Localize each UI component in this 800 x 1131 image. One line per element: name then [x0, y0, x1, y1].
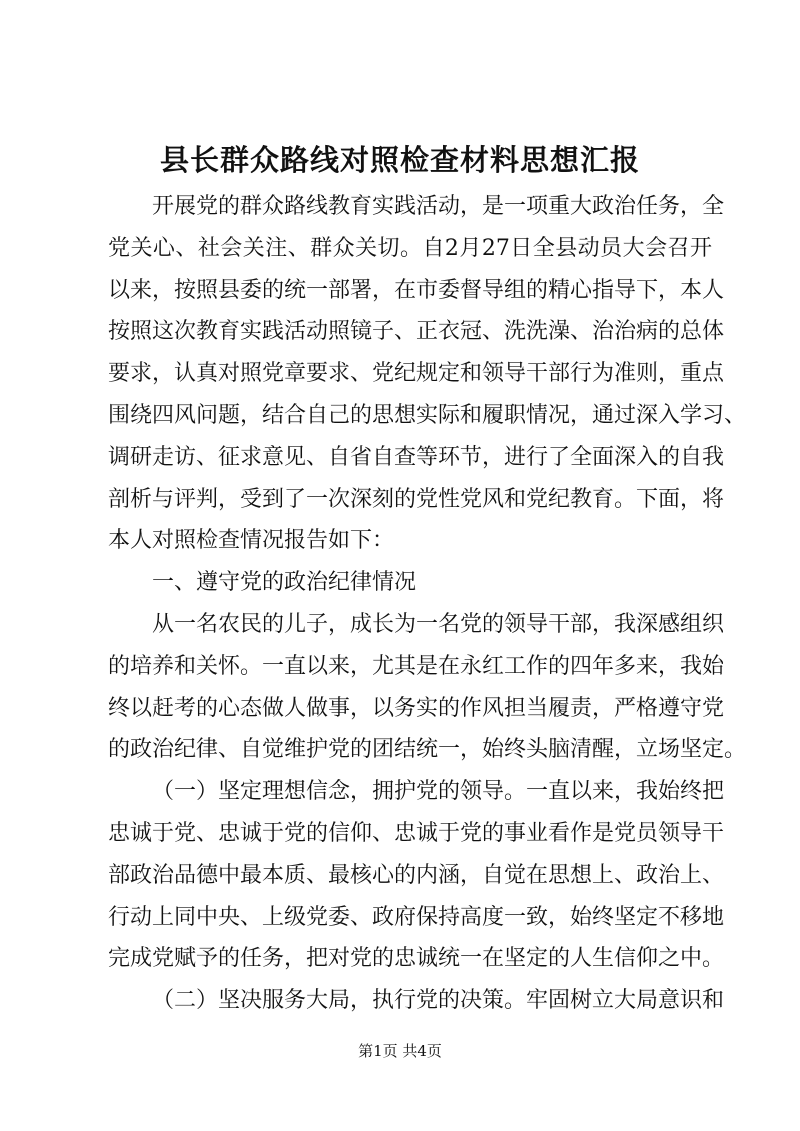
paragraph-line: 的政治纪律、自觉维护党的团结统一，始终头脑清醒，立场坚定。: [108, 737, 747, 763]
document-body: [108, 186, 747, 1022]
paragraph-line: 从一名农民的儿子，成长为一名党的领导干部，我深感组织: [152, 611, 725, 637]
paragraph-line: 调研走访、征求意见、自省自查等环节，进行了全面深入的自我: [108, 444, 725, 470]
paragraph-line: 要求，认真对照党章要求、党纪规定和领导干部行为准则，重点: [108, 361, 725, 387]
paragraph-line: 的培养和关怀。一直以来，尤其是在永红工作的四年多来，我始: [108, 653, 725, 679]
paragraph-line: 党关心、社会关注、群众关切。自2月27日全县动员大会召开: [108, 235, 712, 261]
paragraph-line: 本人对照检查情况报告如下：: [108, 528, 395, 554]
paragraph-line: （一）坚定理想信念，拥护党的领导。一直以来，我始终把: [152, 779, 725, 805]
paragraph-line: 行动上同中央、上级党委、政府保持高度一致，始终坚定不移地: [108, 904, 725, 930]
paragraph-line: 终以赶考的心态做人做事，以务实的作风担当履责，严格遵守党: [108, 695, 725, 721]
paragraph-line: 剖析与评判，受到了一次深刻的党性党风和党纪教育。下面，将: [108, 486, 725, 512]
paragraph-line: 忠诚于党、忠诚于党的信仰、忠诚于党的事业看作是党员领导干: [108, 820, 725, 846]
paragraph-line: （二）坚决服务大局，执行党的决策。牢固树立大局意识和: [152, 988, 725, 1014]
paragraph-line: 完成党赋予的任务，把对党的忠诚统一在坚定的人生信仰之中。: [108, 946, 725, 972]
paragraph-line: 开展党的群众路线教育实践活动，是一项重大政治任务，全: [152, 194, 725, 219]
paragraph-line: 围绕四风问题，结合自己的思想实际和履职情况，通过深入学习、: [108, 402, 747, 428]
page-number-footer: 第1页 共4页: [358, 1042, 442, 1060]
document-title: 县长群众路线对照检查材料思想汇报: [159, 143, 640, 177]
paragraph-line: 按照这次教育实践活动照镜子、正衣冠、洗洗澡、治治病的总体: [108, 319, 725, 345]
paragraph-line: 部政治品德中最本质、最核心的内涵，自觉在思想上、政治上、: [108, 862, 725, 888]
section-heading: 一、遵守党的政治纪律情况: [152, 570, 417, 596]
paragraph-line: 以来，按照县委的统一部署，在市委督导组的精心指导下，本人: [108, 277, 725, 303]
